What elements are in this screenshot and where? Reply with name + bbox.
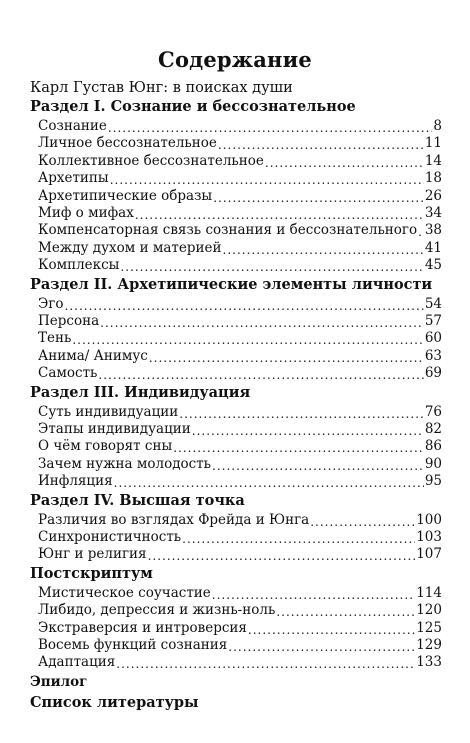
dot-leader — [114, 472, 424, 490]
toc-item-page: 18 — [424, 170, 442, 187]
toc-item-page: 86 — [424, 438, 442, 455]
toc-item[interactable] — [38, 221, 442, 239]
toc-item-page: 120 — [416, 602, 442, 619]
toc-item-label: Архетипы — [38, 170, 109, 187]
toc-item[interactable] — [38, 117, 442, 135]
toc-item[interactable] — [38, 472, 442, 490]
toc-item-page: 82 — [424, 421, 442, 437]
toc-item-label: Тень — [38, 330, 72, 347]
toc-item-label: Персона — [38, 313, 100, 329]
dot-leader — [228, 636, 415, 654]
dot-leader — [179, 403, 424, 421]
dot-leader — [72, 329, 423, 347]
toc-item-label: Коллективное бессознательное — [38, 152, 264, 169]
dot-leader — [223, 239, 424, 257]
epilogue-heading: Эпилог — [30, 673, 88, 690]
toc-item-page: 41 — [424, 239, 442, 256]
toc-item-label: Различия во взглядах Фрейда и Юнга — [38, 511, 310, 528]
toc-item-page: 60 — [424, 330, 442, 347]
toc-item-page: 63 — [424, 347, 442, 364]
toc-item-page: 114 — [416, 584, 442, 601]
toc-item-label: Инфляция — [38, 473, 113, 490]
toc-item-label: Экстраверсия и интроверсия — [38, 619, 247, 636]
dot-leader — [418, 221, 424, 239]
toc-item[interactable] — [38, 511, 442, 529]
section-heading: Раздел IV. Высшая точка — [30, 491, 245, 509]
toc-item[interactable] — [38, 204, 442, 222]
toc-item-label: Сознание — [38, 118, 107, 134]
dot-leader — [276, 601, 415, 619]
preface-heading: Карл Густав Юнг: в поисках души — [30, 80, 293, 96]
toc-item-label: Этапы индивидуации — [38, 421, 191, 437]
toc-item[interactable] — [38, 528, 442, 546]
dot-leader — [182, 528, 415, 546]
dot-leader — [218, 134, 424, 152]
toc-item-label: Самость — [38, 365, 98, 382]
toc-item-page: 38 — [424, 222, 442, 239]
toc-item-label: Между духом и материей — [38, 239, 222, 256]
toc-item-label: Архетипические образы — [38, 187, 213, 204]
toc-item[interactable] — [38, 239, 442, 257]
toc-item[interactable] — [38, 653, 442, 671]
page-title: Содержание — [158, 47, 312, 72]
toc-item[interactable] — [38, 329, 442, 347]
toc-item-page: 69 — [424, 365, 442, 382]
toc-item-page: 76 — [424, 403, 442, 420]
toc-item-label: Суть индивидуации — [38, 403, 179, 420]
toc-item[interactable] — [38, 545, 442, 563]
toc-item-page: 8 — [433, 118, 442, 134]
toc-item[interactable] — [38, 636, 442, 654]
toc-item[interactable] — [38, 364, 442, 382]
toc-item-label: Компенсаторная связь сознания и бессознательного — [38, 222, 418, 239]
toc-item-label: Мистическое соучастие — [38, 584, 211, 601]
toc-item-page: 26 — [424, 187, 442, 204]
bibliography-heading: Список литературы — [30, 693, 199, 711]
toc-item-page: 11 — [424, 135, 442, 152]
dot-leader — [212, 455, 424, 473]
toc-item-page: 107 — [416, 546, 442, 563]
dot-leader — [212, 584, 415, 602]
toc-item-label: Адаптация — [38, 654, 116, 671]
dot-leader — [108, 117, 433, 135]
section-heading: Раздел I. Сознание и бессознательное — [30, 98, 356, 115]
section-heading: Постскриптум — [30, 564, 153, 582]
toc-item-label: Синхронистичность — [38, 529, 182, 545]
toc-item-page: 95 — [424, 473, 442, 490]
toc-item-page: 34 — [424, 205, 442, 221]
toc-item-label: Личное бессознательное — [38, 135, 217, 152]
section-heading: Раздел II. Архетипические элементы личности — [30, 275, 433, 293]
dot-leader — [213, 187, 424, 205]
dot-leader — [248, 619, 415, 637]
toc-item[interactable] — [38, 152, 442, 170]
dot-leader — [98, 364, 423, 382]
toc-item[interactable] — [38, 437, 442, 455]
toc-item[interactable] — [38, 601, 442, 619]
toc-item[interactable] — [38, 455, 442, 473]
dot-leader — [110, 169, 424, 187]
toc-item[interactable] — [38, 420, 442, 438]
dot-leader — [265, 152, 424, 170]
toc-item-label: Восемь функций сознания — [38, 637, 228, 653]
toc-item[interactable] — [38, 134, 442, 152]
toc-item-page: 90 — [424, 455, 442, 472]
toc-item[interactable] — [38, 403, 442, 421]
toc-item-label: Анима/ Анимус — [38, 347, 148, 364]
toc-item[interactable] — [38, 187, 442, 205]
toc-item-label: Эго — [38, 295, 64, 312]
dot-leader — [65, 295, 424, 313]
toc-item[interactable] — [38, 584, 442, 602]
toc-item[interactable] — [38, 312, 442, 330]
toc-item-page: 103 — [416, 529, 442, 545]
toc-item[interactable] — [38, 169, 442, 187]
toc-item-label: Зачем нужна молодость — [38, 455, 212, 472]
dot-leader — [135, 204, 424, 222]
toc-item-page: 57 — [424, 313, 442, 329]
toc-item-page: 125 — [416, 619, 442, 636]
dot-leader — [100, 312, 424, 330]
toc-item-label: Миф о мифах — [38, 205, 134, 221]
dot-leader — [116, 653, 415, 671]
toc-item-page: 45 — [424, 257, 442, 274]
toc-item-page: 54 — [424, 295, 442, 312]
toc-item-page: 129 — [416, 637, 442, 653]
toc-item-label: Либидо, депрессия и жизнь-ноль — [38, 602, 276, 619]
toc-item[interactable] — [38, 256, 442, 274]
toc-item[interactable] — [38, 295, 442, 313]
dot-leader — [149, 347, 424, 365]
toc-item-page: 14 — [424, 152, 442, 169]
toc-item-page: 133 — [416, 654, 442, 671]
toc-item-page: 100 — [416, 511, 442, 528]
dot-leader — [120, 256, 423, 274]
toc-item-label: Юнг и религия — [38, 546, 147, 563]
toc-item[interactable] — [38, 619, 442, 637]
dot-leader — [148, 545, 416, 563]
dot-leader — [310, 511, 415, 529]
dot-leader — [173, 437, 424, 455]
toc-item-label: О чём говорят сны — [38, 438, 173, 455]
section-heading: Раздел III. Индивидуация — [30, 383, 251, 401]
toc-item[interactable] — [38, 347, 442, 365]
toc-item-label: Комплексы — [38, 257, 120, 274]
dot-leader — [192, 420, 424, 438]
